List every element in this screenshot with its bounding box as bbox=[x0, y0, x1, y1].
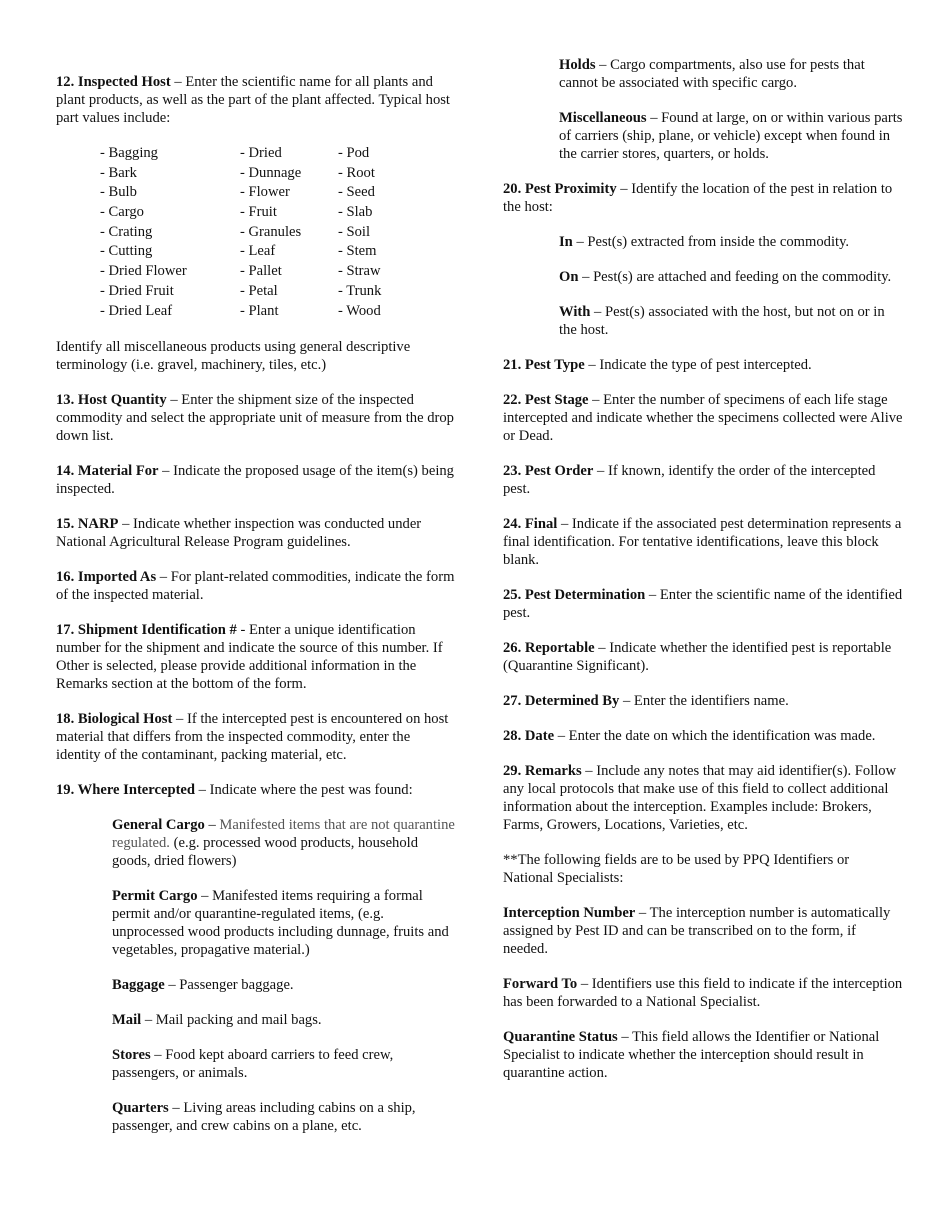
section-13-host-quantity: 13. Host Quantity – Enter the shipment size of the inspected commodity and select the appropriate unit of measure from the drop down list. bbox=[56, 392, 454, 445]
field-forward-to: Forward To – Identifiers use this field to indicate if the interception has been forwarded to a National Specialist. bbox=[503, 976, 903, 1010]
host-part-item: - Seed bbox=[338, 184, 375, 201]
section-14-material-for: 14. Material For – Indicate the proposed usage of the item(s) being inspected. bbox=[56, 463, 454, 498]
host-part-item: - Trunk bbox=[338, 282, 382, 299]
option-miscellaneous: Miscellaneous – Found at large, on or within various parts of carriers (ship, plane, or vehicle) except when found in the carrier stores, quarters, or holds. bbox=[559, 110, 903, 162]
option-in: In – Pest(s) extracted from inside the commodity. bbox=[559, 234, 850, 250]
option-baggage: Baggage – Passenger baggage. bbox=[112, 977, 294, 994]
host-part-item: - Bark bbox=[100, 164, 137, 181]
host-part-item: - Pod bbox=[338, 145, 370, 161]
option-on: On – Pest(s) are attached and feeding on the commodity. bbox=[559, 269, 892, 285]
host-part-item: - Slab bbox=[338, 204, 373, 221]
ppq-identifiers-note: **The following fields are to be used by PPQ Identifiers or National Specialists: bbox=[503, 852, 850, 886]
where-intercepted-options bbox=[112, 816, 456, 1135]
host-part-row bbox=[100, 282, 408, 302]
section-27-determined-by: 27. Determined By – Enter the identifiers name. bbox=[503, 693, 789, 709]
section-20-pest-proximity: 20. Pest Proximity – Identify the location of the pest in relation to the host: bbox=[503, 181, 893, 215]
left-column bbox=[56, 73, 456, 1152]
host-parts-table bbox=[100, 144, 408, 321]
host-part-item: - Dried Fruit bbox=[100, 282, 174, 299]
host-part-row bbox=[100, 223, 408, 243]
section-25-pest-determination: 25. Pest Determination – Enter the scientific name of the identified pest. bbox=[503, 587, 903, 621]
host-part-row bbox=[100, 183, 408, 203]
section-23-pest-order: 23. Pest Order – If known, identify the order of the intercepted pest. bbox=[503, 463, 876, 497]
host-part-item: - Crating bbox=[100, 223, 153, 240]
option-with: With – Pest(s) associated with the host, but not on or in the host. bbox=[559, 304, 885, 338]
section-19-where-intercepted: 19. Where Intercepted – Indicate where the pest was found: bbox=[56, 782, 413, 799]
section-21-pest-type: 21. Pest Type – Indicate the type of pest intercepted. bbox=[503, 357, 812, 373]
section-29-remarks: 29. Remarks – Include any notes that may aid identifier(s). Follow any local protocols that make use of this field to collect additional information about the interception. Examples include: Brokers, Farms, Growers, Locations, Varieties, etc. bbox=[503, 763, 897, 833]
section-26-reportable: 26. Reportable – Indicate whether the identified pest is reportable (Quarantine Significant). bbox=[503, 640, 892, 674]
host-part-row bbox=[100, 203, 408, 223]
host-part-item: - Bulb bbox=[100, 184, 137, 201]
option-quarters: Quarters – Living areas including cabins on a ship, passenger, and crew cabins on a plane, etc. bbox=[112, 1100, 416, 1135]
host-part-row bbox=[100, 262, 408, 282]
option-stores: Stores – Food kept aboard carriers to feed crew, passengers, or animals. bbox=[112, 1047, 394, 1082]
host-part-item: - Cargo bbox=[100, 204, 144, 221]
host-part-row bbox=[100, 302, 408, 322]
host-part-row bbox=[100, 164, 408, 184]
where-intercepted-options-cont bbox=[559, 56, 903, 163]
option-permit-cargo: Permit Cargo – Manifested items requiring a formal permit and/or quarantine-regulated items, (e.g. unprocessed wood products including dunnage, fruits and vegetables, propagative material.) bbox=[112, 888, 449, 959]
host-part-item: - Root bbox=[338, 164, 375, 181]
section-17-shipment-id: 17. Shipment Identification # - Enter a unique identification number for the shipment and indicate the source of this number. If Other is selected, please provide additional information in the Remarks section at the bottom of the form. bbox=[56, 622, 443, 693]
section-15-narp: 15. NARP – Indicate whether inspection was conducted under National Agricultural Release Program guidelines. bbox=[56, 516, 422, 551]
section-12-inspected-host: 12. Inspected Host – Enter the scientific name for all plants and plant products, as well as the part of the plant affected. Typical host part values include: bbox=[56, 74, 450, 126]
host-part-item: - Wood bbox=[338, 302, 381, 319]
host-part-row bbox=[100, 242, 408, 262]
host-part-item: - Fruit bbox=[240, 204, 277, 221]
right-column bbox=[503, 56, 903, 1099]
host-part-item: - Dried Leaf bbox=[100, 302, 173, 319]
field-interception-number: Interception Number – The interception number is automatically assigned by Pest ID and can be transcribed on to the form, if needed. bbox=[503, 905, 891, 957]
host-part-item: - Plant bbox=[240, 302, 279, 319]
host-part-item: - Dunnage bbox=[240, 164, 302, 181]
host-part-item: - Soil bbox=[338, 223, 371, 240]
host-part-item: - Bagging bbox=[100, 145, 158, 161]
section-18-biological-host: 18. Biological Host – If the intercepted pest is encountered on host material that differs from the inspected commodity, enter the identity of the contaminant, packing material, etc. bbox=[56, 711, 449, 764]
host-part-row bbox=[100, 144, 408, 164]
section-22-pest-stage: 22. Pest Stage – Enter the number of specimens of each life stage intercepted and indicate whether the specimens collected were Alive or Dead. bbox=[503, 392, 903, 444]
host-part-item: - Stem bbox=[338, 243, 377, 260]
pest-proximity-options bbox=[559, 233, 903, 339]
misc-products-note: Identify all miscellaneous products using general descriptive terminology (i.e. gravel, machinery, tiles, etc.) bbox=[56, 339, 411, 374]
host-part-item: - Pallet bbox=[240, 263, 282, 280]
host-part-item: - Cutting bbox=[100, 243, 153, 260]
option-general-cargo: General Cargo – Manifested items that are not quarantine regulated. (e.g. processed wood products, household goods, dried flowers) bbox=[112, 817, 455, 870]
host-part-item: - Leaf bbox=[240, 243, 276, 260]
section-28-date: 28. Date – Enter the date on which the identification was made. bbox=[503, 728, 876, 744]
host-part-item: - Granules bbox=[240, 223, 302, 240]
host-part-item: - Straw bbox=[338, 263, 381, 280]
host-part-item: - Dried Flower bbox=[100, 263, 187, 280]
host-part-item: - Petal bbox=[240, 282, 278, 299]
section-24-final: 24. Final – Indicate if the associated pest determination represents a final identification. For tentative identifications, leave this block blank. bbox=[503, 516, 902, 568]
option-mail: Mail – Mail packing and mail bags. bbox=[112, 1012, 322, 1029]
section-16-imported-as: 16. Imported As – For plant-related commodities, indicate the form of the inspected material. bbox=[56, 569, 455, 604]
host-part-item: - Dried bbox=[240, 145, 282, 161]
option-holds: Holds – Cargo compartments, also use for pests that cannot be associated with specific cargo. bbox=[559, 57, 865, 91]
field-quarantine-status: Quarantine Status – This field allows the Identifier or National Specialist to indicate whether the interception should result in quarantine action. bbox=[503, 1029, 880, 1081]
host-part-item: - Flower bbox=[240, 184, 290, 201]
